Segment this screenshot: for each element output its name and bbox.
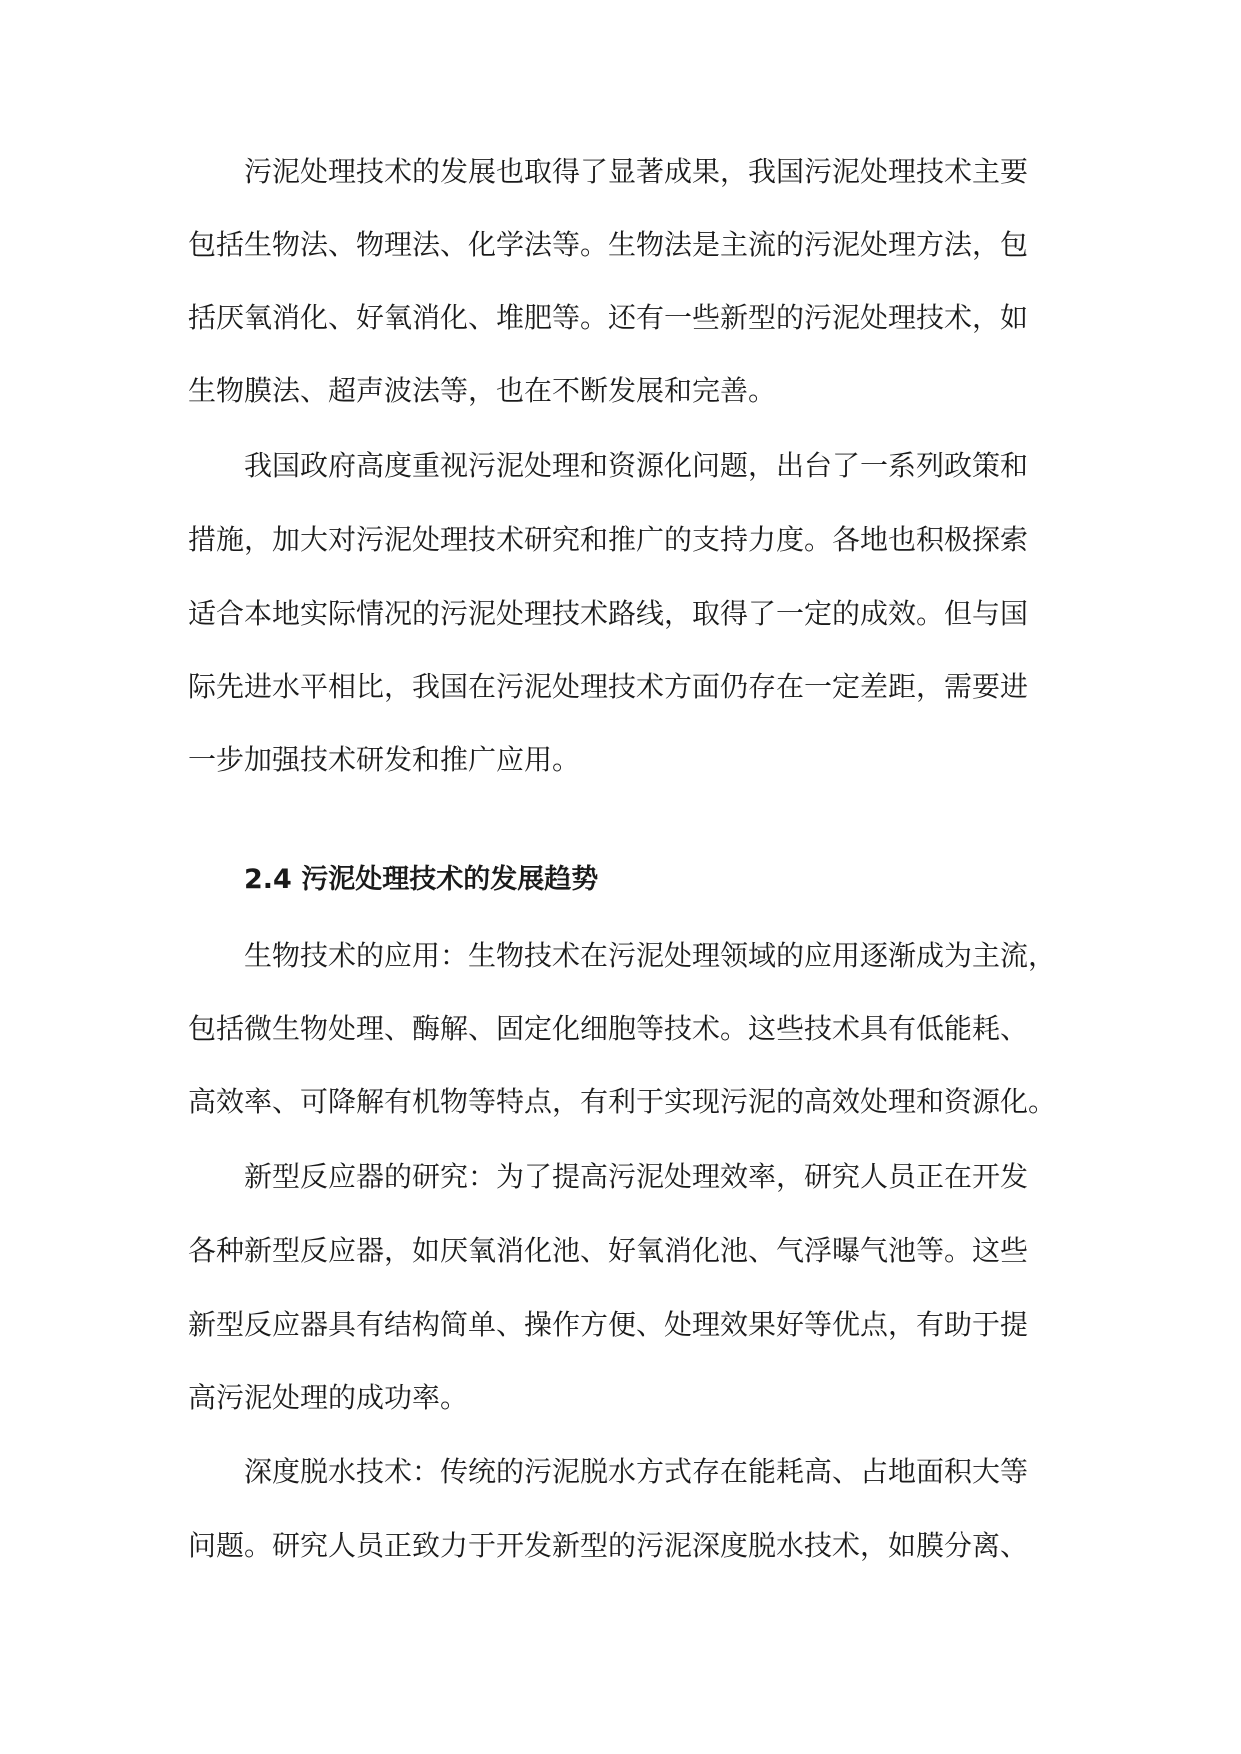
paragraph-line: 高污泥处理的成功率。 <box>188 1381 469 1414</box>
paragraph-line: 一步加强技术研发和推广应用。 <box>188 743 581 776</box>
paragraph-line: 各种新型反应器，如厌氧消化池、好氧消化池、气浮曝气池等。这些 <box>188 1234 1029 1267</box>
paragraph-line: 生物膜法、超声波法等，也在不断发展和完善。 <box>188 374 777 407</box>
paragraph-line: 生物技术的应用：生物技术在污泥处理领域的应用逐渐成为主流， <box>244 939 1057 972</box>
paragraph-line: 我国政府高度重视污泥处理和资源化问题，出台了一系列政策和 <box>244 449 1029 482</box>
paragraph-line: 高效率、可降解有机物等特点，有利于实现污泥的高效处理和资源化。 <box>188 1085 1057 1118</box>
paragraph-line: 措施，加大对污泥处理技术研究和推广的支持力度。各地也积极探索 <box>188 523 1029 556</box>
paragraph-line: 包括微生物处理、酶解、固定化细胞等技术。这些技术具有低能耗、 <box>188 1012 1029 1045</box>
paragraph-line: 问题。研究人员正致力于开发新型的污泥深度脱水技术，如膜分离、 <box>188 1529 1029 1562</box>
paragraph-line: 际先进水平相比，我国在污泥处理技术方面仍存在一定差距，需要进 <box>188 670 1029 703</box>
paragraph-line: 新型反应器的研究：为了提高污泥处理效率，研究人员正在开发 <box>244 1160 1029 1193</box>
paragraph-line: 包括生物法、物理法、化学法等。生物法是主流的污泥处理方法，包 <box>188 228 1029 261</box>
paragraph-line: 污泥处理技术的发展也取得了显著成果，我国污泥处理技术主要 <box>244 155 1029 188</box>
paragraph-line: 适合本地实际情况的污泥处理技术路线，取得了一定的成效。但与国 <box>188 597 1029 630</box>
section-heading: 2.4 污泥处理技术的发展趋势 <box>244 864 599 895</box>
paragraph-line: 深度脱水技术：传统的污泥脱水方式存在能耗高、占地面积大等 <box>244 1455 1029 1488</box>
paragraph-line: 括厌氧消化、好氧消化、堆肥等。还有一些新型的污泥处理技术，如 <box>188 301 1029 334</box>
paragraph-line: 新型反应器具有结构简单、操作方便、处理效果好等优点，有助于提 <box>188 1308 1029 1341</box>
